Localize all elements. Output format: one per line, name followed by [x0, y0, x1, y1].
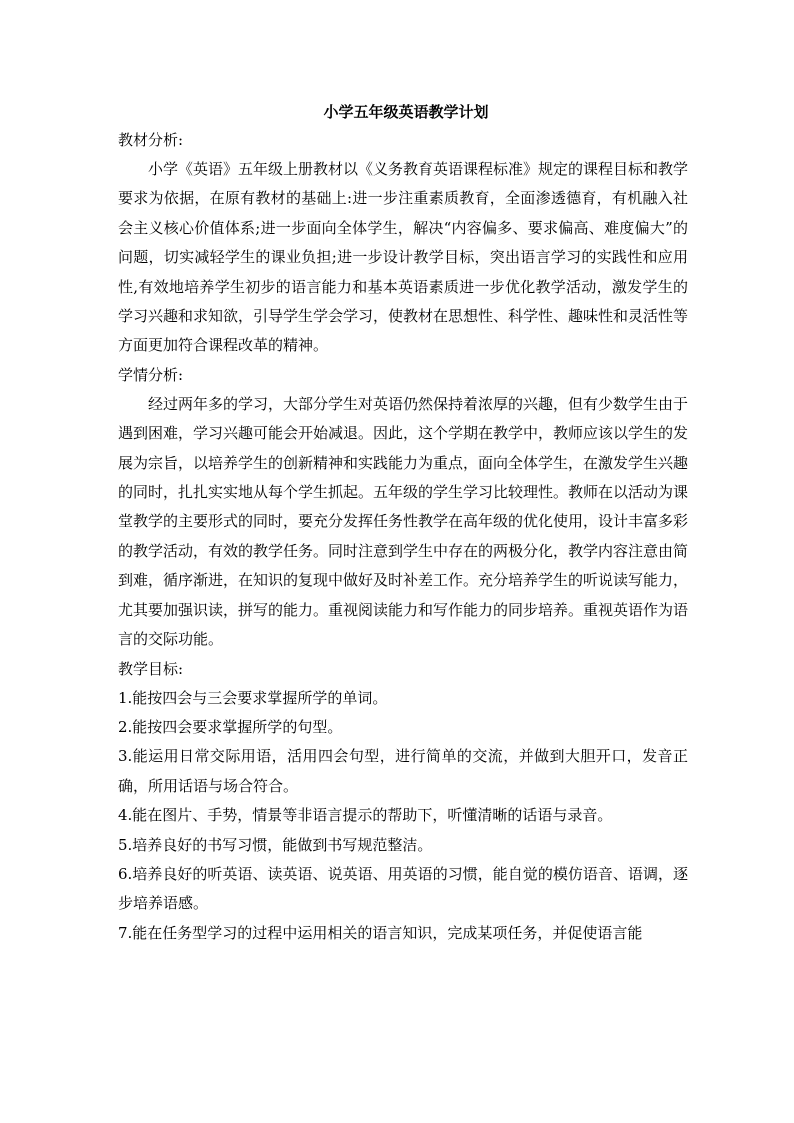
- goal-item-1: 1.能按四会与三会要求掌握所学的单词。: [118, 688, 388, 707]
- goal-item-6: 6.培养良好的听英语、读英语、说英语、用英语的习惯，能自觉的模仿语音、语调，逐步培养语感。: [118, 864, 688, 913]
- goal-item-3: 3.能运用日常交际用语，活用四会句型，进行简单的交流，并做到大胆开口，发音正确，所用话语与场合符合。: [118, 747, 688, 795]
- section-heading-students: 学情分析:: [118, 365, 184, 384]
- goal-item-7: 7.能在任务型学习的过程中运用相关的语言知识，完成某项任务，并促使语言能: [118, 923, 643, 942]
- document-page: [118, 98, 688, 948]
- goal-item-2: 2.能按四会要求掌握所学的句型。: [118, 717, 343, 736]
- goals-list: [118, 684, 688, 949]
- document-title: 小学五年级英语教学计划: [323, 103, 489, 121]
- paragraph-student-analysis: 经过两年多的学习，大部分学生对英语仍然保持着浓厚的兴趣，但有少数学生由于遇到困难，学习兴趣可能会开始减退。因此，这个学期在教学中，教师应该以学生的发展为宗旨，以培养学生的创新精神和实践能力为重点，面向全体学生，在激发学生兴趣的同时，扎扎实实地从每个学生抓起。五年级的学生学习比较理性。教师在以活动为课堂教学的主要形式的同时，要充分发挥任务性教学在高年级的优化使用，设计丰富多彩的教学活动，有效的教学任务。同时注意到学生中存在的两极分化，教学内容注意由简到难，循序渐进，在知识的复现中做好及时补差工作。充分培养学生的听说读写能力，尤其要加强识读，拼写的能力。重视阅读能力和写作能力的同步培养。重视英语作为语言的交际功能。: [118, 394, 689, 649]
- goal-item-4: 4.能在图片、手势，情景等非语言提示的帮助下，听懂清晰的话语与录音。: [118, 806, 613, 825]
- paragraph-textbook-analysis: 小学《英语》五年级上册教材以《义务教育英语课程标准》规定的课程目标和教学要求为依据，在原有教材的基础上:进一步注重素质教育，全面渗透德育，有机融入社会主义核心价值体系;进一步面向全体学生，解决“内容偏多、要求偏高、难度偏大”的问题，切实减轻学生的课业负担;进一步设计教学目标，突出语言学习的实践性和应用性,有效地培养学生初步的语言能力和基本英语素质进一步优化教学活动，激发学生的学习兴趣和求知欲，引导学生学会学习，使教材在思想性、科学性、趣味性和灵活性等方面更加符合课程改革的精神。: [118, 160, 689, 355]
- section-heading-textbook: 教材分析:: [118, 131, 184, 149]
- goal-item-5: 5.培养良好的书写习惯，能做到书写规范整洁。: [118, 835, 433, 854]
- section-heading-goals: 教学目标:: [118, 659, 184, 678]
